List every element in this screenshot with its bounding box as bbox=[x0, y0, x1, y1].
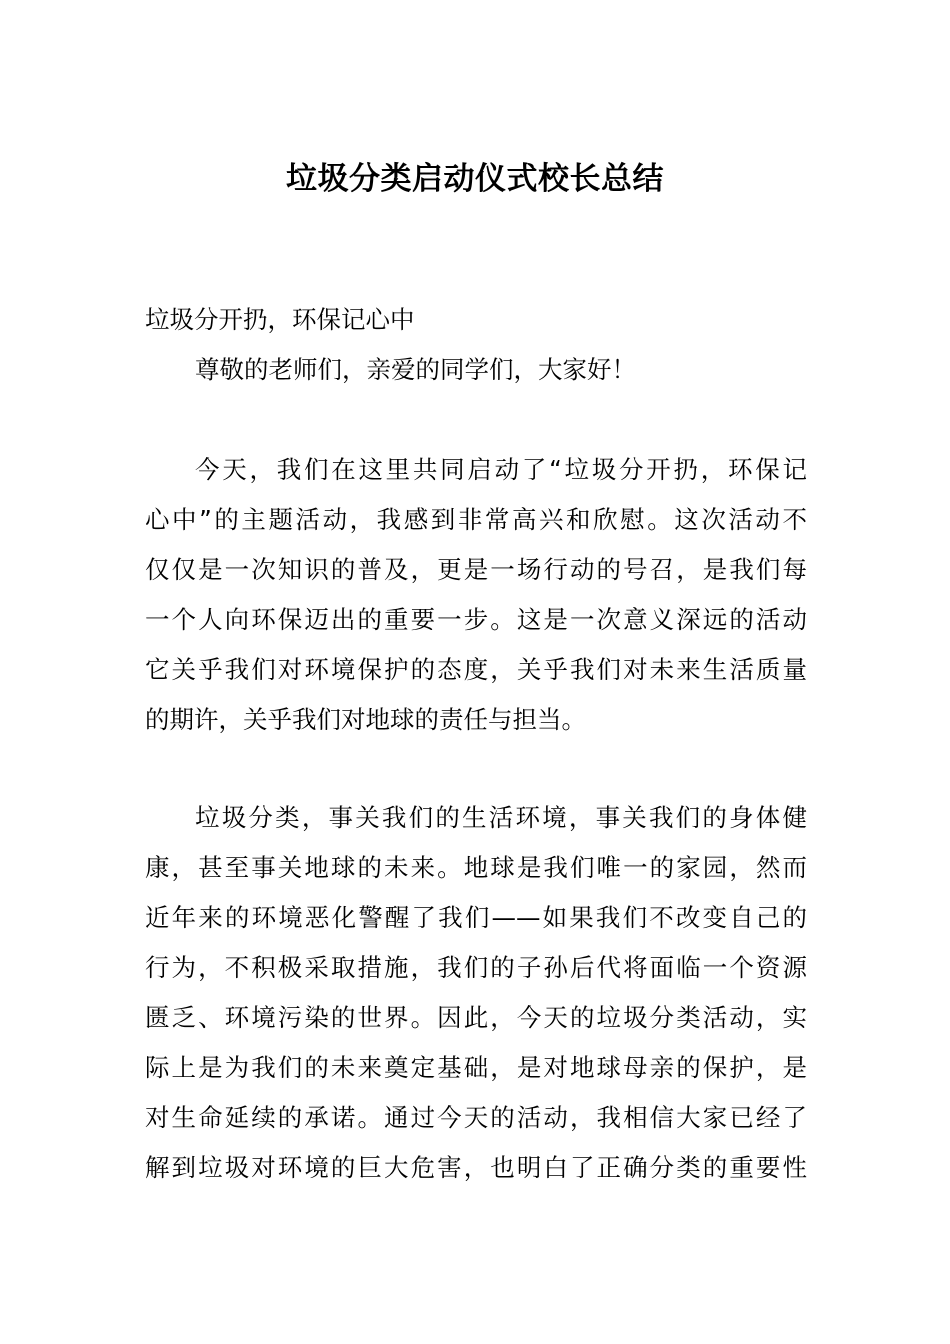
paragraph-2-line: 对生命延续的承诺。通过今天的活动，我相信大家已经了 bbox=[145, 1103, 807, 1132]
paragraph-1-line: 仅仅是一次知识的普及，更是一场行动的号召，是我们每 bbox=[145, 555, 807, 584]
document-subtitle: 垃圾分开扔，环保记心中 bbox=[145, 305, 415, 334]
paragraph-1 bbox=[145, 445, 807, 745]
document-title: 垃圾分类启动仪式校长总结 bbox=[286, 161, 664, 197]
paragraph-2-line: 匮乏、环境污染的世界。因此，今天的垃圾分类活动，实 bbox=[145, 1003, 807, 1032]
greeting-line: 尊敬的老师们，亲爱的同学们，大家好！ bbox=[195, 355, 636, 384]
paragraph-2-line: 解到垃圾对环境的巨大危害，也明白了正确分类的重要性 bbox=[145, 1153, 807, 1182]
paragraph-2 bbox=[145, 793, 807, 1193]
paragraph-2-line: 际上是为我们的未来奠定基础，是对地球母亲的保护，是 bbox=[145, 1053, 807, 1082]
paragraph-1-line: 它关乎我们对环境保护的态度，关乎我们对未来生活质量 bbox=[145, 655, 807, 684]
paragraph-2-line: 近年来的环境恶化警醒了我们——如果我们不改变自己的 bbox=[145, 903, 807, 932]
paragraph-1-line: 一个人向环保迈出的重要一步。这是一次意义深远的活动 bbox=[145, 605, 807, 634]
paragraph-2-line: 垃圾分类，事关我们的生活环境，事关我们的身体健 bbox=[195, 803, 807, 832]
paragraph-1-line: 心中”的主题活动，我感到非常高兴和欣慰。这次活动不 bbox=[145, 505, 807, 534]
paragraph-1-line: 今天，我们在这里共同启动了“垃圾分开扔，环保记 bbox=[195, 455, 807, 484]
paragraph-2-line: 康，甚至事关地球的未来。地球是我们唯一的家园，然而 bbox=[145, 853, 807, 882]
paragraph-2-line: 行为，不积极采取措施，我们的子孙后代将面临一个资源 bbox=[145, 953, 807, 982]
paragraph-1-line: 的期许，关乎我们对地球的责任与担当。 bbox=[145, 705, 586, 734]
